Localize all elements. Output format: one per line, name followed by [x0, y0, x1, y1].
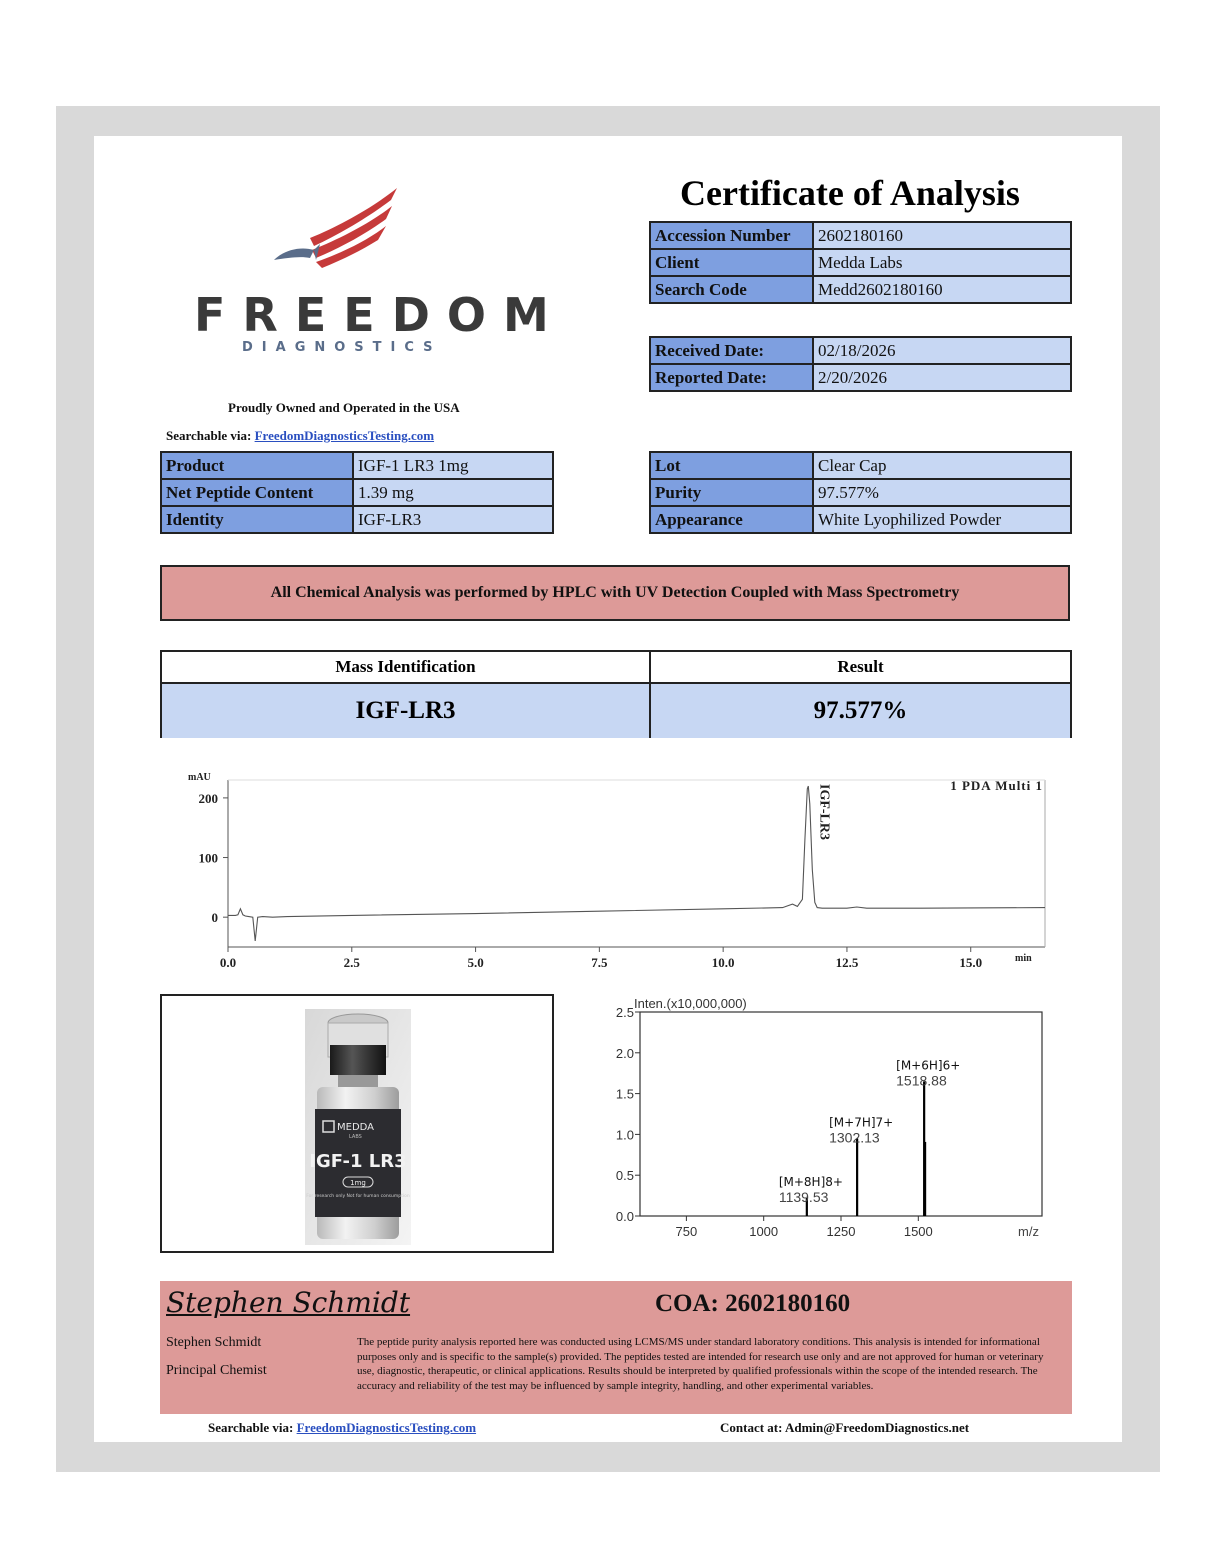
- reported-date-label: Reported Date:: [650, 364, 813, 391]
- x-tick-label: 10.0: [711, 955, 735, 968]
- net-peptide-content-label: Net Peptide Content: [161, 479, 353, 506]
- y-tick-label: 0.0: [615, 1209, 634, 1224]
- analysis-method-banner: All Chemical Analysis was performed by HPLC with UV Detection Coupled with Mass Spectrometry: [160, 565, 1070, 621]
- net-peptide-content-value: 1.39 mg: [353, 479, 553, 506]
- document-title: Certificate of Analysis: [680, 173, 1020, 213]
- vial-neck: [338, 1075, 378, 1087]
- table-row: [650, 249, 1071, 276]
- x-axis-label: m/z: [1018, 1224, 1039, 1239]
- accession-number-value: 2602180160: [813, 222, 1071, 249]
- peak-mz-label: 1518.88: [896, 1072, 947, 1089]
- accession-number-label: Accession Number: [650, 222, 813, 249]
- y-tick-label: 0.5: [615, 1168, 634, 1184]
- vial-note: For research only Not for human consumption: [306, 1194, 410, 1199]
- vial-brand-sub: LABS: [349, 1134, 362, 1140]
- x-tick-label: 15.0: [959, 955, 983, 968]
- y-tick-label: 1.5: [615, 1086, 634, 1102]
- y-tick-label: 2.5: [615, 1005, 634, 1020]
- accession-table: [649, 221, 1072, 304]
- lot-table: [649, 451, 1072, 534]
- mass-spectrum: [600, 992, 1060, 1244]
- footer-searchable-label: Searchable via:: [208, 1420, 294, 1435]
- table-row: [161, 506, 553, 533]
- table-row: [161, 452, 553, 479]
- mass-identification-value: IGF-LR3: [162, 682, 649, 738]
- product-photo-frame: [160, 994, 554, 1253]
- chart-legend: 1 PDA Multi 1: [950, 778, 1043, 793]
- disclaimer-text: The peptide purity analysis reported here was conducted using LCMS/MS under standard laboratory conditions. This analysis is intended for informational purposes only and is specific to the sample(s) provided. The peptides tested are intended for research use only and are not approved for human or veterinary use, diagnostic, therapeutic, or clinical applications. Results should be interpreted by qualified professionals within the scope of the intended research. The accuracy and reliability of the test may be influenced by sample integrity, handling, and other experimental variables.: [357, 1336, 1044, 1392]
- x-tick-label: 12.5: [835, 955, 859, 968]
- vial-dose: 1mg: [350, 1179, 366, 1187]
- vial-crimp: [330, 1045, 386, 1075]
- table-row: [650, 364, 1071, 391]
- peak-label: IGF-LR3: [816, 784, 832, 840]
- y-axis-label: Inten.(x10,000,000): [634, 996, 747, 1011]
- x-tick-label: 1500: [903, 1224, 933, 1239]
- appearance-value: White Lyophilized Powder: [813, 506, 1071, 533]
- mass-identification-table: [160, 650, 1072, 738]
- table-divider: [649, 652, 651, 736]
- logo-subtitle: DIAGNOSTICS: [242, 340, 442, 355]
- lot-label: Lot: [650, 452, 813, 479]
- identity-label: Identity: [161, 506, 353, 533]
- chromatogram-trace: [228, 786, 1045, 941]
- searchable-via-top: [166, 428, 434, 444]
- table-row: [161, 479, 553, 506]
- reported-date-value: 2/20/2026: [813, 364, 1071, 391]
- proudly-owned-text: Proudly Owned and Operated in the USA: [228, 400, 460, 415]
- x-tick-label: 2.5: [343, 955, 360, 968]
- result-value: 97.577%: [651, 682, 1070, 738]
- product-table: [160, 451, 554, 534]
- y-axis-label: mAU: [188, 772, 211, 783]
- table-row: [650, 506, 1071, 533]
- x-axis-label: min: [1015, 953, 1032, 964]
- y-tick-label: 0: [211, 910, 218, 926]
- contact-email: Contact at: Admin@FreedomDiagnostics.net: [720, 1420, 970, 1435]
- chemist-name: Stephen Schmidt: [166, 1335, 262, 1350]
- peak-ion-label: [M+8H]8+: [778, 1175, 843, 1190]
- freedom-logo-eagle-icon: [270, 186, 405, 276]
- lot-value: Clear Cap: [813, 452, 1071, 479]
- received-date-value: 02/18/2026: [813, 337, 1071, 364]
- table-row: [650, 452, 1071, 479]
- search-code-label: Search Code: [650, 276, 813, 303]
- peak-mz-label: 1302.13: [829, 1129, 880, 1146]
- client-value: Medda Labs: [813, 249, 1071, 276]
- x-tick-label: 750: [675, 1224, 698, 1239]
- vial-product-name: IGF-1 LR3: [309, 1151, 407, 1172]
- mass-identification-header: Mass Identification: [162, 652, 649, 682]
- client-label: Client: [650, 249, 813, 276]
- chemist-signature: Stephen Schmidt: [166, 1286, 411, 1319]
- y-tick-label: 200: [198, 790, 218, 806]
- vial-brand: MEDDA: [337, 1122, 375, 1133]
- x-tick-label: 7.5: [591, 955, 608, 968]
- purity-value: 97.577%: [813, 479, 1071, 506]
- peak-mz-label: 1139.53: [778, 1189, 829, 1206]
- appearance-label: Appearance: [650, 506, 813, 533]
- purity-label: Purity: [650, 479, 813, 506]
- y-tick-label: 2.0: [615, 1045, 634, 1061]
- coa-number: COA: 2602180160: [655, 1290, 851, 1317]
- identity-value: IGF-LR3: [353, 506, 553, 533]
- hplc-chromatogram: [180, 768, 1060, 968]
- footer-searchable-link[interactable]: FreedomDiagnosticsTesting.com: [296, 1420, 477, 1435]
- y-tick-label: 100: [198, 850, 218, 866]
- dates-table: [649, 336, 1072, 392]
- searchable-label: Searchable via:: [166, 428, 252, 443]
- searchable-link[interactable]: FreedomDiagnosticsTesting.com: [254, 428, 435, 443]
- x-tick-label: 5.0: [467, 955, 484, 968]
- table-row: [650, 479, 1071, 506]
- vial-photo: [305, 1009, 411, 1245]
- x-tick-label: 1000: [749, 1224, 779, 1239]
- product-value: IGF-1 LR3 1mg: [353, 452, 553, 479]
- result-header: Result: [651, 652, 1070, 682]
- table-row: [650, 222, 1071, 249]
- x-tick-label: 0.0: [219, 955, 237, 968]
- table-row: [650, 276, 1071, 303]
- product-label: Product: [161, 452, 353, 479]
- chemist-title: Principal Chemist: [166, 1363, 267, 1378]
- table-row: [650, 337, 1071, 364]
- y-tick-label: 1.0: [615, 1127, 634, 1143]
- peak-ion-label: [M+6H]6+: [896, 1058, 961, 1073]
- search-code-value: Medd2602180160: [813, 276, 1071, 303]
- peak-ion-label: [M+7H]7+: [829, 1115, 894, 1130]
- x-tick-label: 1250: [826, 1224, 856, 1239]
- searchable-via-bottom: [208, 1420, 476, 1436]
- logo-wordmark: FREEDOM: [194, 288, 566, 342]
- received-date-label: Received Date:: [650, 337, 813, 364]
